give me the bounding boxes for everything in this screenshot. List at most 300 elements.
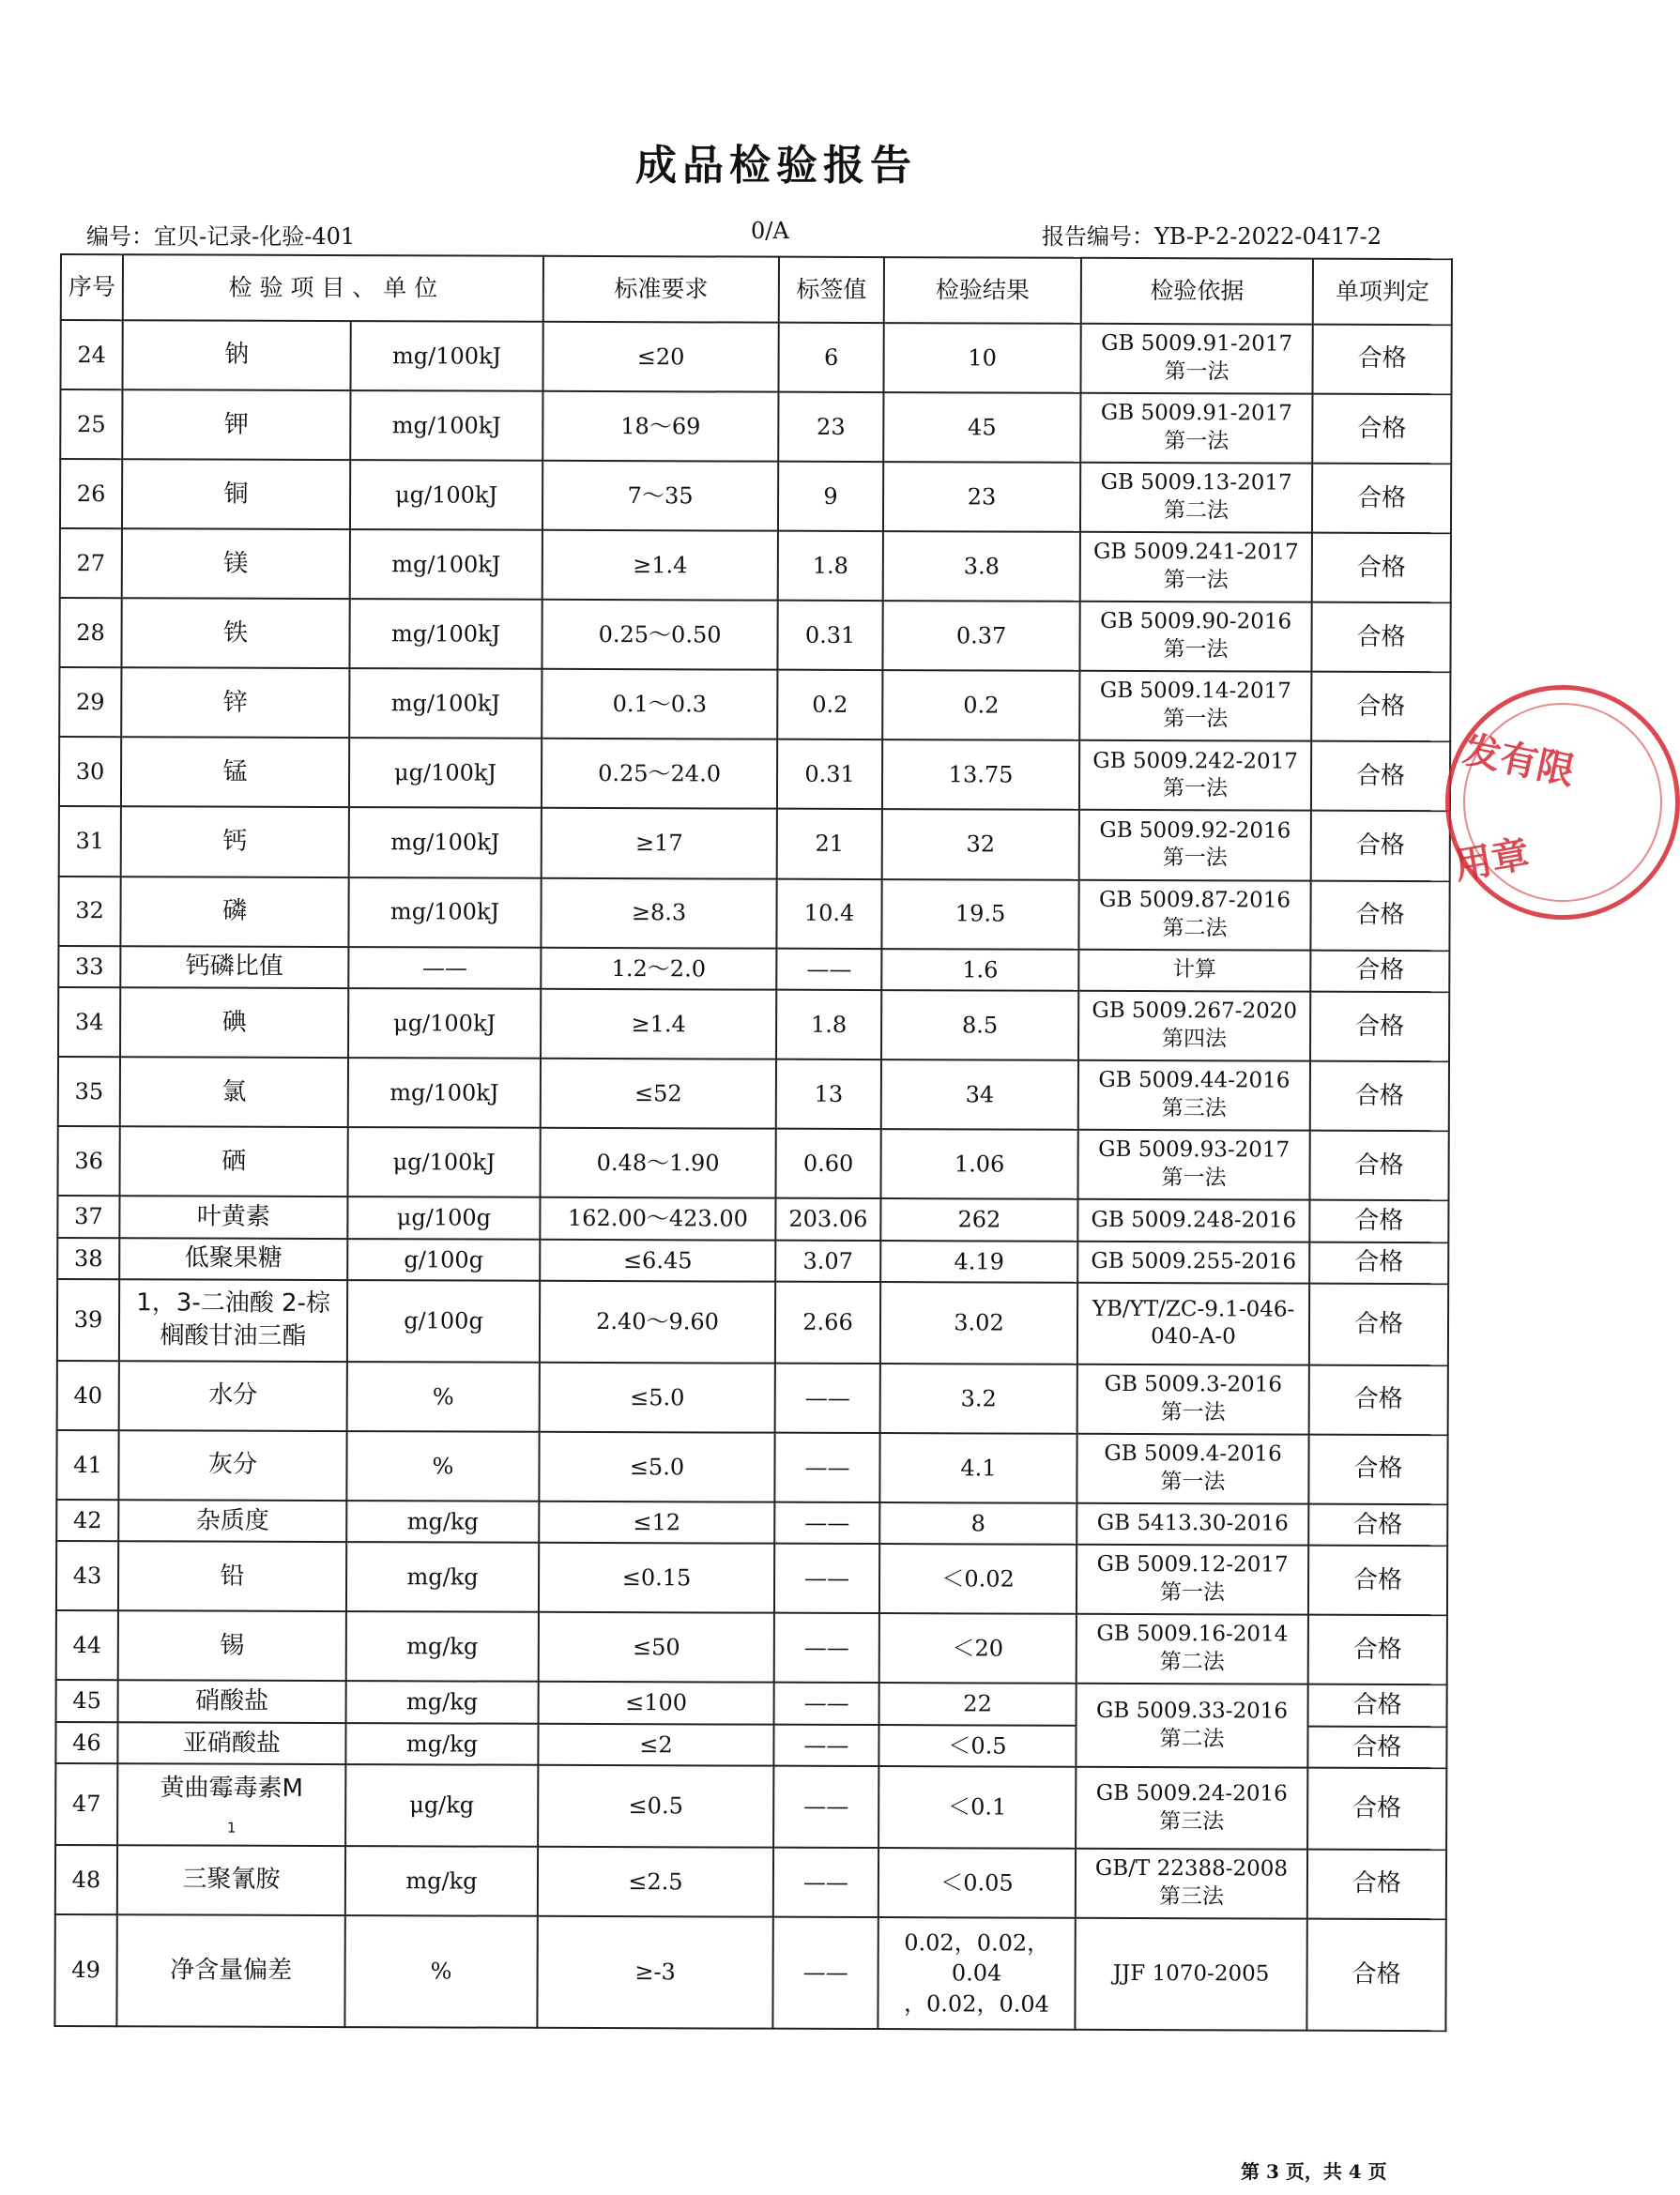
test-basis (1079, 671, 1311, 741)
item-unit: mg/kg (345, 1846, 538, 1916)
item-name-text: 磷 (221, 896, 248, 925)
test-basis-line: 第一法 (1164, 359, 1229, 385)
row-number: 33 (58, 946, 120, 988)
verdict: 合格 (1312, 533, 1451, 603)
label-value: 6 (778, 323, 883, 392)
item-name-text: 三聚氰胺 (182, 1865, 281, 1895)
test-basis (1077, 1283, 1309, 1364)
test-basis-line: 第一法 (1159, 1580, 1226, 1606)
label-value: 0.31 (777, 739, 882, 809)
item-unit: mg/100kJ (349, 668, 542, 739)
test-basis (1077, 1434, 1308, 1504)
test-basis-line: GB 5009.12-2017 (1096, 1552, 1289, 1578)
label-value: 3.07 (775, 1240, 880, 1282)
test-basis-line: GB 5009.91-2017 (1100, 401, 1292, 426)
item-name-line: 榈酸甘油三酯 (160, 1321, 307, 1351)
item-name (119, 1361, 347, 1431)
label-value: 0.2 (777, 670, 882, 739)
test-result-line: 3.2 (960, 1384, 997, 1412)
test-result (880, 1282, 1077, 1364)
item-name-line: 1，3-二油酸 2-棕 (136, 1288, 330, 1319)
item-name (121, 807, 349, 877)
row-number: 41 (56, 1430, 118, 1500)
test-basis-line: 第一法 (1162, 846, 1228, 871)
test-result-line: 45 (968, 414, 997, 441)
item-name-text: 亚硝酸盐 (182, 1729, 282, 1758)
test-result-line: 3.8 (963, 553, 1000, 580)
verdict: 合格 (1312, 325, 1451, 395)
row-number: 34 (58, 987, 120, 1057)
test-basis-line: 第三法 (1161, 1096, 1227, 1121)
row-number: 38 (57, 1238, 119, 1280)
item-unit: mg/kg (345, 1723, 538, 1765)
verdict: 合格 (1308, 1684, 1447, 1727)
row-number: 25 (60, 389, 122, 459)
test-basis-line: 第一法 (1161, 1166, 1227, 1191)
label-value: —— (774, 1501, 879, 1544)
test-result-line: 0.2 (963, 692, 1000, 719)
test-result (881, 1059, 1078, 1130)
label-value: 1.8 (778, 531, 883, 601)
test-basis-line: GB 5009.16-2014 (1096, 1622, 1289, 1648)
inspection-table-sheet (53, 253, 1451, 2032)
table-row (57, 1279, 1448, 1365)
row-number: 36 (57, 1126, 119, 1196)
item-unit: mg/100kJ (348, 877, 541, 948)
test-result-line: 13.75 (948, 761, 1014, 788)
test-result-line: ＜0.1 (948, 1793, 1007, 1821)
header-item-unit: 检 验 项 目 、 单 位 (123, 254, 543, 322)
standard-requirement: ≤5.0 (540, 1362, 775, 1432)
verdict: 合格 (1308, 1434, 1447, 1504)
item-name (122, 320, 350, 390)
verdict: 合格 (1308, 1615, 1447, 1685)
standard-requirement: ≥1.4 (542, 530, 778, 601)
test-basis-line: GB 5009.14-2017 (1099, 678, 1291, 705)
test-result (878, 1848, 1076, 1918)
test-result-line: 262 (957, 1206, 1001, 1233)
verdict: 合格 (1307, 1768, 1446, 1850)
item-name (118, 1681, 346, 1723)
item-name-text: 钙 (222, 827, 248, 856)
test-result (880, 1129, 1077, 1199)
verdict: 合格 (1311, 811, 1450, 881)
item-name-text: 锰 (222, 757, 248, 786)
verdict: 合格 (1311, 602, 1450, 673)
item-name-text: 钙磷比值 (185, 952, 283, 982)
test-basis (1080, 463, 1312, 533)
item-unit: mg/100kJ (349, 808, 542, 878)
item-unit: μg/100kJ (347, 1127, 540, 1197)
table-row (59, 598, 1450, 672)
test-basis (1077, 1130, 1309, 1200)
test-basis-line: 第一法 (1163, 568, 1229, 593)
standard-requirement: ≤12 (539, 1501, 774, 1544)
test-basis (1080, 532, 1312, 602)
test-result-line: 0.02，0.02，0.04 (904, 1929, 1050, 1987)
item-name (120, 876, 348, 947)
label-value: 2.66 (775, 1282, 880, 1364)
report-title: 成品检验报告 (635, 142, 917, 190)
row-number: 42 (56, 1500, 118, 1542)
test-result-line: ＜0.05 (940, 1868, 1014, 1897)
test-basis (1077, 1241, 1309, 1283)
standard-requirement: ≤100 (539, 1682, 774, 1724)
item-name (121, 668, 349, 739)
item-name (120, 1057, 348, 1127)
verdict: 合格 (1306, 1919, 1445, 2032)
verdict: 合格 (1310, 992, 1449, 1062)
item-name (119, 1196, 347, 1238)
item-name (117, 1845, 345, 1915)
table-row (54, 1914, 1445, 2031)
label-value: —— (772, 1917, 878, 2029)
test-result (882, 601, 1079, 671)
header-standard: 标准要求 (543, 256, 779, 323)
item-unit: g/100g (347, 1239, 540, 1281)
standard-requirement: ≤2.5 (538, 1847, 773, 1917)
row-number: 47 (55, 1763, 117, 1845)
item-name-text: 杂质度 (195, 1506, 269, 1535)
row-number: 26 (60, 459, 122, 528)
row-number: 31 (59, 806, 121, 876)
test-result (879, 1544, 1077, 1614)
header-verdict: 单项判定 (1313, 259, 1452, 326)
label-value: 0.60 (775, 1129, 880, 1198)
test-basis-line: GB 5009.267-2020 (1092, 998, 1298, 1024)
test-result-line: 19.5 (955, 900, 1006, 927)
test-basis-line: GB 5009.90-2016 (1100, 609, 1292, 634)
table-row (59, 667, 1450, 741)
test-basis-line: 第四法 (1162, 1027, 1228, 1052)
test-result-line: 10 (968, 344, 997, 372)
item-name (120, 987, 348, 1058)
table-row (58, 1057, 1449, 1131)
test-result (878, 1725, 1076, 1767)
header-label-value: 标签值 (779, 257, 884, 323)
standard-requirement: 2.40～9.60 (540, 1281, 775, 1363)
item-name (116, 1914, 344, 2027)
standard-requirement: ≥1.4 (541, 989, 776, 1059)
red-seal-stamp: 发有限 用章 (1445, 685, 1680, 920)
test-result (878, 1766, 1076, 1848)
table-row (59, 806, 1450, 880)
table-header-row (61, 254, 1452, 325)
item-name (121, 598, 349, 668)
verdict: 合格 (1307, 1727, 1446, 1769)
verdict: 合格 (1312, 464, 1451, 534)
page-footer: 第 3 页，共 4 页 (1241, 2160, 1387, 2183)
test-basis (1076, 1684, 1307, 1768)
item-name-text: 铜 (223, 480, 249, 509)
label-value: —— (775, 1363, 880, 1432)
test-result-line: 32 (966, 831, 996, 858)
item-name (118, 1611, 346, 1682)
item-name-text: 铁 (223, 618, 249, 648)
label-value: —— (776, 948, 881, 990)
table-row (58, 876, 1449, 950)
item-unit: % (344, 1915, 537, 2028)
test-basis-line: 第二法 (1159, 1726, 1225, 1752)
standard-requirement: ≥8.3 (541, 877, 776, 948)
table-row (56, 1500, 1447, 1547)
table-row (58, 946, 1449, 993)
test-basis-line: GB 5009.255-2016 (1091, 1248, 1297, 1274)
table-row (60, 320, 1451, 394)
item-name-text: 净含量偏差 (170, 1956, 293, 1985)
item-name-subscript: 1 (226, 1819, 237, 1837)
item-name (122, 389, 350, 460)
test-basis-line: GB 5009.33-2016 (1096, 1698, 1289, 1724)
standard-requirement: ≤0.15 (539, 1543, 774, 1613)
standard-requirement: 18～69 (542, 391, 778, 462)
test-basis (1077, 1614, 1308, 1684)
table-row (60, 528, 1451, 602)
standard-requirement: 0.25～24.0 (542, 739, 777, 809)
verdict: 合格 (1311, 672, 1450, 742)
test-result (883, 392, 1080, 463)
test-basis (1079, 740, 1311, 811)
row-number: 29 (59, 667, 121, 737)
row-number: 24 (60, 320, 122, 389)
verdict: 合格 (1309, 1200, 1448, 1242)
item-name-text: 钾 (223, 410, 249, 439)
test-basis (1079, 810, 1311, 880)
test-result (880, 1198, 1077, 1241)
test-basis (1076, 1849, 1307, 1919)
row-number: 46 (55, 1722, 117, 1764)
test-result (881, 990, 1078, 1060)
verdict: 合格 (1309, 1242, 1448, 1284)
label-value: 21 (777, 809, 882, 878)
test-basis (1075, 1918, 1306, 2031)
item-name-text: 钠 (224, 341, 250, 370)
item-unit: μg/100kJ (348, 988, 541, 1059)
test-result (879, 1433, 1077, 1503)
row-number: 40 (57, 1361, 119, 1430)
standard-requirement: ≤50 (539, 1612, 774, 1683)
verdict: 合格 (1310, 880, 1449, 951)
test-basis-line: 第一法 (1160, 1469, 1226, 1495)
test-result (883, 462, 1080, 532)
test-result (879, 1683, 1077, 1725)
test-basis-line: 第一法 (1160, 1399, 1226, 1425)
test-basis (1077, 1364, 1309, 1434)
item-name (117, 1764, 345, 1846)
test-result-line: 23 (967, 483, 997, 511)
test-basis-line: GB 5413.30-2016 (1096, 1510, 1289, 1536)
item-unit: g/100g (347, 1280, 540, 1362)
test-result-line: ，0.02，0.04 (904, 1989, 1049, 2018)
standard-requirement: 0.48～1.90 (540, 1128, 775, 1198)
test-basis-line: GB 5009.13-2017 (1100, 470, 1292, 495)
standard-requirement: 0.25～0.50 (542, 600, 777, 670)
row-number: 37 (57, 1196, 119, 1238)
table-row (56, 1610, 1447, 1684)
item-unit: % (347, 1362, 540, 1432)
test-basis-line: GB 5009.4-2016 (1104, 1440, 1282, 1467)
test-result (879, 1502, 1077, 1545)
item-unit: μg/100kJ (350, 460, 542, 530)
item-name-text: 硒 (221, 1147, 247, 1176)
item-name-text: 铅 (220, 1562, 245, 1591)
header-result: 检验结果 (884, 257, 1081, 324)
verdict: 合格 (1310, 1061, 1449, 1132)
verdict: 合格 (1309, 1364, 1448, 1435)
revision: 0/A (751, 218, 789, 244)
test-result-line: ＜0.02 (941, 1565, 1015, 1593)
test-basis-line: GB 5009.241-2017 (1093, 540, 1299, 565)
standard-requirement: ≤5.0 (539, 1432, 774, 1502)
test-result (880, 1241, 1077, 1283)
label-value: 203.06 (775, 1198, 880, 1241)
standard-requirement: 1.2～2.0 (541, 947, 776, 989)
test-basis-line: GB 5009.248-2016 (1091, 1207, 1297, 1233)
test-basis-line: 040-A-0 (1151, 1324, 1236, 1349)
test-result (880, 1364, 1077, 1434)
row-number: 44 (56, 1610, 118, 1680)
item-unit: μg/100kJ (349, 738, 542, 808)
item-name-text: 镁 (223, 549, 249, 578)
test-basis-line: GB 5009.91-2017 (1101, 331, 1293, 357)
test-result-line: 0.37 (955, 622, 1007, 649)
test-basis-line: GB 5009.44-2016 (1098, 1068, 1291, 1093)
item-name-text: 水分 (208, 1380, 258, 1410)
item-unit: μg/100g (347, 1197, 540, 1239)
test-basis-line: 计算 (1172, 956, 1216, 983)
item-unit: mg/100kJ (350, 321, 542, 391)
report-number: 报告编号：YB-P-2-2022-0417-2 (1042, 223, 1382, 250)
header-no: 序号 (61, 254, 123, 320)
item-name-text: 灰分 (207, 1450, 258, 1479)
label-value: 10.4 (776, 878, 881, 948)
row-number: 27 (60, 528, 122, 598)
table-row (56, 1680, 1447, 1727)
item-name-text: 黄曲霉毒素M (160, 1773, 304, 1803)
table-row (57, 1361, 1448, 1435)
item-unit: μg/kg (345, 1764, 538, 1846)
item-name (118, 1542, 346, 1612)
test-result-line: 8.5 (961, 1012, 999, 1039)
label-value: —— (774, 1544, 879, 1613)
item-name (122, 459, 350, 529)
item-unit: % (346, 1431, 539, 1501)
test-result-line: 1.06 (954, 1151, 1005, 1178)
verdict: 合格 (1307, 1850, 1446, 1920)
test-result (882, 670, 1079, 740)
item-unit: —— (348, 947, 541, 989)
test-basis-line: GB 5009.87-2016 (1099, 887, 1291, 913)
verdict: 合格 (1310, 950, 1449, 992)
row-number: 49 (54, 1914, 116, 2026)
standard-requirement: ≥17 (542, 808, 777, 878)
label-value: 23 (778, 392, 883, 462)
table-row (59, 737, 1450, 811)
item-unit: mg/kg (346, 1611, 539, 1682)
test-result-line: 8 (970, 1510, 985, 1537)
test-basis (1078, 991, 1310, 1061)
test-result-line: 3.02 (954, 1309, 1004, 1336)
item-name-text: 低聚果糖 (184, 1243, 283, 1273)
item-name (118, 1500, 346, 1542)
label-value: —— (774, 1613, 879, 1683)
test-basis-line: GB 5009.24-2016 (1095, 1780, 1288, 1806)
test-basis (1077, 1545, 1308, 1615)
test-result-line: 4.1 (960, 1454, 997, 1482)
test-basis (1077, 1199, 1309, 1242)
test-result (883, 531, 1080, 602)
test-result-line: ＜20 (952, 1635, 1004, 1662)
row-number: 43 (56, 1541, 118, 1610)
item-unit: mg/100kJ (350, 529, 542, 600)
test-basis-line: 第二法 (1164, 498, 1229, 524)
verdict: 合格 (1312, 394, 1451, 465)
inspection-table (53, 253, 1453, 2032)
test-basis-line: 第三法 (1158, 1884, 1224, 1910)
label-value: —— (773, 1766, 878, 1848)
test-basis-line: GB 5009.242-2017 (1092, 748, 1298, 774)
test-result (881, 949, 1078, 991)
test-basis-line: YB/YT/ZC-9.1-046- (1092, 1296, 1295, 1322)
header-basis: 检验依据 (1081, 258, 1313, 325)
item-name-text: 硝酸盐 (195, 1686, 269, 1715)
item-name-text: 氯 (221, 1077, 247, 1106)
verdict: 合格 (1311, 741, 1450, 812)
test-result-line: 4.19 (954, 1248, 1005, 1275)
test-basis-line: GB/T 22388-2008 (1094, 1855, 1289, 1882)
test-result-line: 1.6 (962, 955, 999, 983)
verdict: 合格 (1308, 1503, 1447, 1546)
standard-requirement: ≤0.5 (538, 1765, 773, 1847)
label-value: 0.31 (777, 601, 882, 670)
test-result (878, 1917, 1075, 2030)
item-name (117, 1722, 345, 1764)
label-value: 1.8 (776, 990, 881, 1059)
item-name (119, 1126, 347, 1197)
test-basis (1078, 949, 1310, 991)
test-result (882, 809, 1079, 879)
standard-requirement: ≤20 (542, 322, 778, 392)
label-value: 9 (778, 462, 883, 531)
test-basis-line: 第一法 (1163, 637, 1229, 663)
test-result-line: ＜0.5 (948, 1732, 1007, 1760)
table-row (57, 1126, 1448, 1200)
standard-requirement: 0.1～0.3 (542, 669, 777, 739)
standard-requirement: 162.00～423.00 (540, 1197, 775, 1240)
test-basis (1078, 879, 1310, 950)
table-row (60, 389, 1451, 464)
item-unit: mg/kg (346, 1542, 539, 1612)
item-name-text: 锌 (222, 688, 248, 717)
row-number: 30 (59, 737, 121, 806)
item-unit: mg/100kJ (349, 599, 542, 669)
row-number: 28 (59, 598, 121, 667)
item-name (121, 738, 349, 808)
test-result (879, 1613, 1077, 1684)
test-basis (1078, 1060, 1310, 1131)
row-number: 39 (57, 1279, 119, 1361)
test-result-line: 22 (963, 1690, 992, 1717)
test-basis-line: JJF 1070-2005 (1112, 1960, 1270, 1987)
item-unit: mg/100kJ (350, 390, 542, 461)
verdict: 合格 (1309, 1131, 1448, 1201)
table-row (55, 1763, 1446, 1850)
label-value: —— (773, 1848, 878, 1917)
item-name-text: 锡 (220, 1631, 245, 1660)
row-number: 35 (58, 1057, 120, 1126)
standard-requirement: ≥-3 (537, 1916, 772, 2029)
standard-requirement: ≤52 (541, 1059, 776, 1129)
